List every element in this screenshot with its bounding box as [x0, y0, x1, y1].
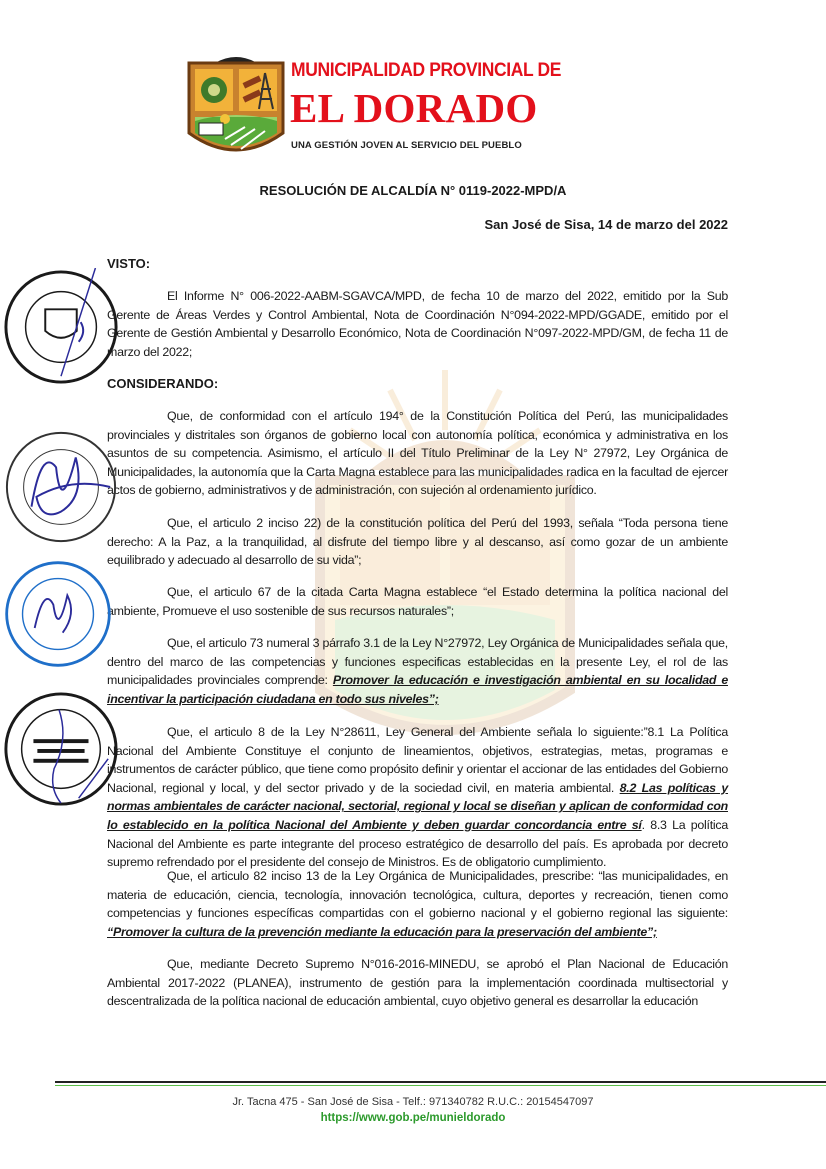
- considerando-paragraph-5: [107, 723, 728, 872]
- paragraph-text: Que, el articulo 73 numeral 3 párrafo 3.1 de la Ley N°27972, Ley Orgánica de Municipalidades señala que, dentro del marco de las competencias y funciones especificas establecidas en la presente Ley, el rol de las municipalidades provinciales comprende:: [107, 636, 728, 688]
- resolution-title-text: RESOLUCIÓN DE ALCALDÍA N° 0119-2022-MPD/A: [259, 183, 567, 198]
- stamp-asesoria-legal: [2, 558, 114, 670]
- footer-divider-green: [55, 1085, 826, 1086]
- considerando-paragraph-3: Que, el articulo 67 de la citada Carta Magna establece “el Estado determina la política nacional del ambiente, Promueve el uso sostenible de sus recursos naturales”;: [107, 585, 728, 618]
- paragraph-text: Que, el articulo 8 de la Ley N°28611, Ley General del Ambiente señala lo siguiente:”8.1 La Política Nacional del Ambiente Constituye el conjunto de lineamientos, objetivos, estrategias, metas, programas e instrumentos de carácter público, que tiene como propósito definir y orientar el accionar de las entidades del Gobierno Nacional, regional y local, y del sector privado y de la sociedad civil, en materia ambiental.: [107, 725, 728, 795]
- footer-address: Jr. Tacna 475 - San José de Sisa - Telf.: 971340782 R.U.C.: 20154547097: [232, 1096, 594, 1108]
- visto-heading: VISTO:: [107, 256, 151, 271]
- visto-paragraph: El Informe N° 006-2022-AABM-SGAVCA/MPD, de fecha 10 de marzo del 2022, emitido por la Sub Gerente de Áreas Verdes y Control Ambiental, Nota de Coordinación N°094-2022-MPD/GGADE, emitido por el Gerente de Gestión Ambiental y Desarrollo Económico, Nota de Coordinación N°097-2022-MPD/GM, de fecha 11 de marzo del 2022;: [107, 289, 728, 359]
- emphasized-quote: 8.2 Las políticas y normas ambientales de carácter nacional, sectorial, regional y local se diseñan y aplican de conformidad con lo establecido en la política Nacional del Ambiente y deben guardar concordancia entre sí: [107, 780, 728, 832]
- paragraph-text: . 8.3 La política Nacional del Ambiente es parte integrante del proceso estratégico de desarrollo del país. Es aprobada por decreto supremo refrendado por el presidente del consejo de Ministros. Es de obligatorio cumplimiento.: [107, 817, 728, 870]
- considerando-heading: CONSIDERANDO:: [107, 376, 219, 391]
- considerando-paragraph-4: [107, 634, 728, 708]
- municipality-title: MUNICIPALIDAD PROVINCIAL DE: [291, 60, 562, 81]
- emphasized-quote: Promover la educación e investigación ambiental en su localidad e incentivar la participación ciudadana en todo sus niveles”;: [107, 673, 728, 706]
- place-date: San José de Sisa, 14 de marzo del 2022: [484, 217, 728, 232]
- considerando-paragraph-1: Que, de conformidad con el artículo 194° de la Constitución Política del Perú, las municipalidades provinciales y distritales son órganos de gobierno local con autonomía política, económica y administrativa en los asuntos de su competencia. Asimismo, el artículo II del Título Preliminar de la Ley N° 27972, Ley Orgánica de Municipalidades, la autonomía que la Carta Magna establece para las municipalidades radica en la facultad de ejercer actos de gobierno, administrativos y de administración, con sujeción al ordenamiento jurídico.: [107, 409, 728, 498]
- stamp-gerencia-gestion-ambiental: [0, 690, 118, 808]
- considerando-paragraph-7: Que, mediante Decreto Supremo N°016-2016-MINEDU, se aprobó el Plan Nacional de Educación Ambiental 2017-2022 (PLANEA), instrumento de gestión para la implementación coordinada multisectorial y descentralizada de la política nacional de educación ambiental, cuyo objetivo general es desarrollar la educación: [107, 957, 728, 1009]
- municipality-name: EL DORADO: [290, 85, 538, 131]
- resolution-title: [0, 183, 826, 198]
- emphasized-quote: “Promover la cultura de la prevención mediante la educación para la preservación del ambiente”;: [107, 924, 657, 939]
- municipality-slogan: UNA GESTIÓN JOVEN AL SERVICIO DEL PUEBLO: [291, 140, 522, 151]
- municipality-crest-logo: [185, 55, 287, 163]
- considerando-paragraph-6: [107, 867, 728, 941]
- paragraph-text: Que, el articulo 82 inciso 13 de la Ley Orgánica de Municipalidades, prescribe: “las municipalidades, en materia de educación, ciencia, tecnología, innovación tecnológica, cultura, deportes y recreación, tienen como competencias y funciones específicas compartidas con el gobierno nacional y el gobierno regional las siguiente:: [107, 869, 728, 921]
- stamp-gerencia-municipal: [2, 428, 120, 546]
- footer-website-link[interactable]: https://www.gob.pe/munieldorado: [320, 1112, 506, 1124]
- footer-divider: [55, 1081, 826, 1083]
- considerando-paragraph-2: Que, el articulo 2 inciso 22) de la constitución política del Perú del 1993, señala “Toda persona tiene derecho: A la Paz, a la tranquilidad, al disfrute del tiempo libre y al descanso, así como gozar de un ambiente equilibrado y adecuado al desarrollo de su vida”;: [107, 516, 728, 568]
- stamp-alcaldia: [2, 268, 120, 386]
